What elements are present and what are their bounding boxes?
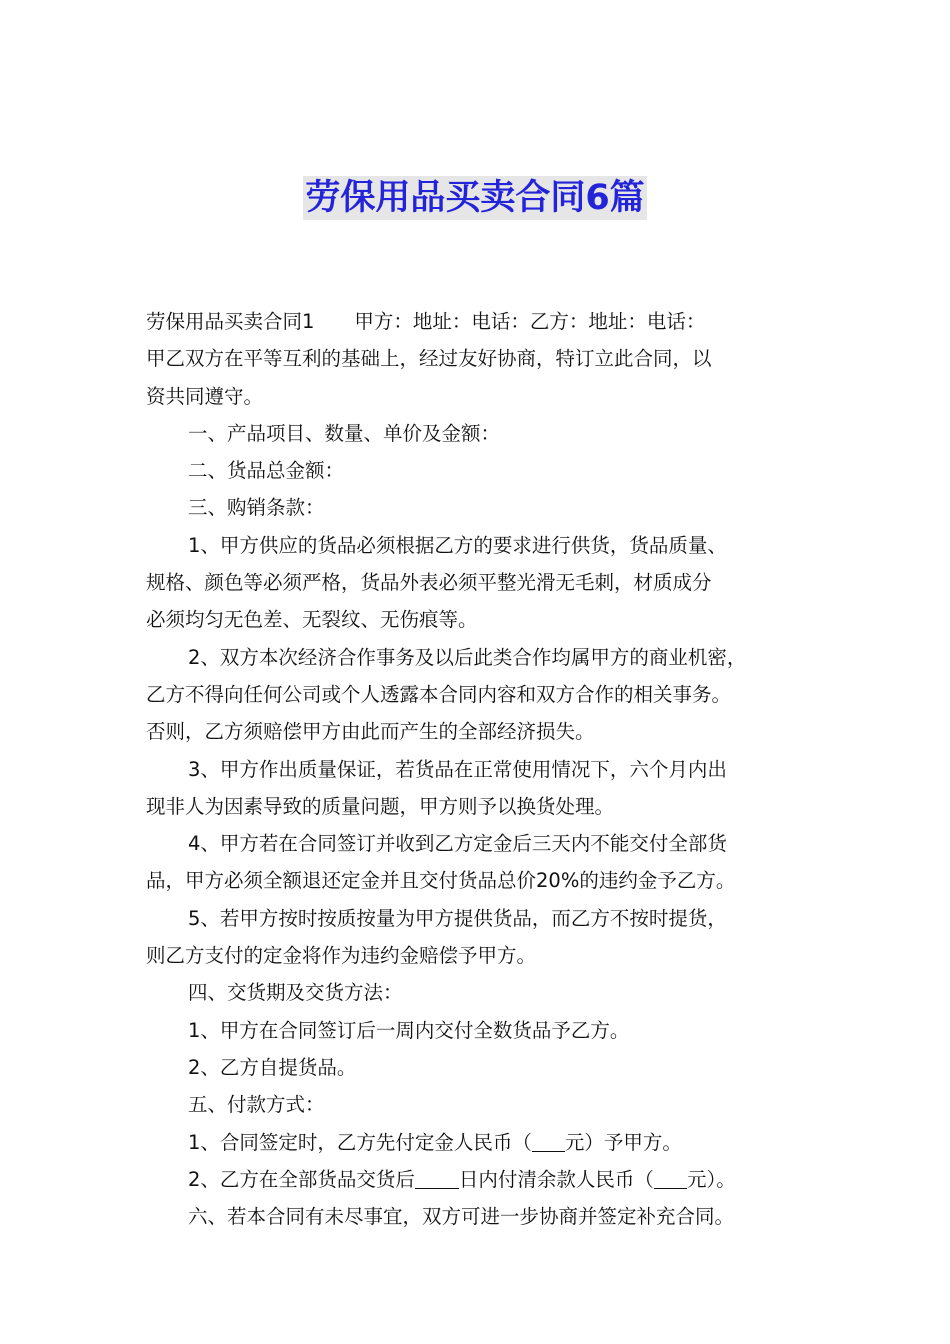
document-title: 劳保用品买卖合同6篇 <box>305 178 645 218</box>
clause-line: 规格、颜色等必须严格，货品外表必须平整光滑无毛刺，材质成分 <box>146 571 712 595</box>
paragraph-line: 甲乙双方在平等互利的基础上，经过友好协商，特订立此合同，以 <box>146 347 712 371</box>
section-heading: 二、货品总金额： <box>188 459 345 483</box>
clause-line: 必须均匀无色差、无裂纹、无伤痕等。 <box>146 608 478 632</box>
clause-line: 1、甲方供应的货品必须根据乙方的要求进行供货，货品质量、 <box>188 533 727 557</box>
clause-text: 2、乙方在全部货品交货后 <box>188 1167 415 1191</box>
section-heading: 五、付款方式： <box>188 1093 325 1117</box>
clause-text: 元）予甲方。 <box>564 1130 682 1154</box>
section-heading: 六、若本合同有未尽事宜，双方可进一步协商并签定补充合同。 <box>188 1205 735 1229</box>
section-heading: 四、交货期及交货方法： <box>188 981 403 1005</box>
clause-text: 1、合同签定时，乙方先付定金人民币（ <box>188 1130 532 1154</box>
contract-label: 劳保用品买卖合同1 <box>146 310 315 333</box>
blank-amount-field <box>532 1131 565 1152</box>
clause-line: 1、甲方在合同签订后一周内交付全数货品予乙方。 <box>188 1018 630 1042</box>
clause-line: 5、若甲方按时按质按量为甲方提供货品，而乙方不按时提货， <box>188 906 727 930</box>
blank-amount-field <box>654 1168 687 1189</box>
blank-days-field <box>415 1168 459 1189</box>
clause-line <box>146 1124 810 1161</box>
clause-line: 品，甲方必须全额退还定金并且交付货品总价20%的违约金予乙方。 <box>146 869 736 893</box>
clause-line: 2、乙方自提货品。 <box>188 1055 357 1079</box>
clause-line <box>146 1161 810 1198</box>
clause-line: 现非人为因素导致的质量问题，甲方则予以换货处理。 <box>146 794 615 818</box>
parties-line: 甲方：地址：电话：乙方：地址：电话： <box>354 310 706 333</box>
contract-header-line <box>146 303 810 340</box>
clause-line: 否则，乙方须赔偿甲方由此而产生的全部经济损失。 <box>146 720 595 744</box>
clause-line: 2、双方本次经济合作事务及以后此类合作均属甲方的商业机密， <box>188 645 747 669</box>
clause-line: 乙方不得向任何公司或个人透露本合同内容和双方合作的相关事务。 <box>146 682 732 706</box>
title-container <box>0 176 950 220</box>
clause-line: 则乙方支付的定金将作为违约金赔偿予甲方。 <box>146 944 537 968</box>
contract-body <box>146 303 810 1235</box>
paragraph-line: 资共同遵守。 <box>146 384 264 408</box>
clause-text: 日内付清余款人民币（ <box>458 1167 654 1191</box>
clause-line: 4、甲方若在合同签订并收到乙方定金后三天内不能交付全部货 <box>188 832 727 856</box>
clause-text: 元）。 <box>686 1167 736 1191</box>
clause-line: 3、甲方作出质量保证，若货品在正常使用情况下，六个月内出 <box>188 757 727 781</box>
section-heading: 三、购销条款： <box>188 496 325 520</box>
section-heading: 一、产品项目、数量、单价及金额： <box>188 421 501 445</box>
